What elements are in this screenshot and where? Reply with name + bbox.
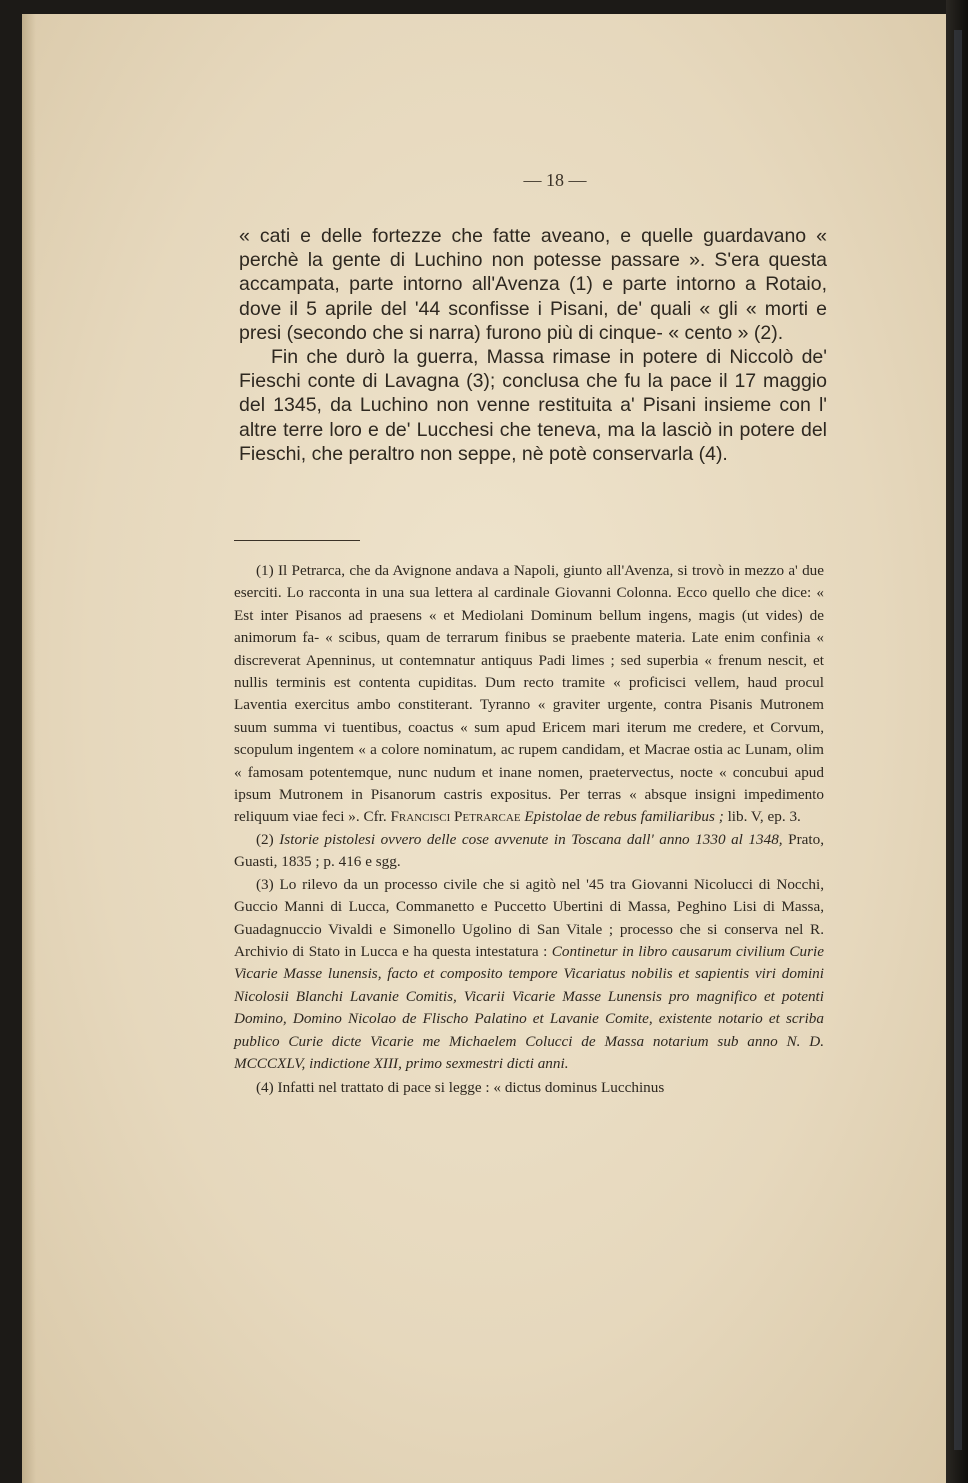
footnote-separator <box>234 540 360 541</box>
footnote-1-text: (1) Il Petrarca, che da Avignone andava a Napoli, giunto all'Avenza, si trovò in mezzo a' due eserciti. Lo racconta in una sua lettera al cardinale Giovanni Colonna. Ecco quello che dice: « Est inter Pisanos ad praesens « et Mediolani Dominum bellum ingens, magis (ut vides) de animorum fa- « scibus, quam de terrarum finibus se praebente materia. Late enim confinia « discreverat Apenninus, ut contemnatur antiquus Padi limes ; sed superbia « frenum nescit, et nullis terminis est contenta cupiditas. Dum recto tramite « proficisci vellem, haud procul Laventia exercitus ambo constiterant. Tyranno « graviter urgente, contra Pisanis Mutronem suum summa vi tuentibus, coactus « sum apud Ericem mari iterum me credere, et Corvum, scopulum ingentem « a colore nominatum, ac rupem candidam, et Macrae ostia ac Lunam, olim « famosam potentemque, nunc nudum et inane nomen, praetervectus, nocte « concubui apud ipsum Mutronem in Pisanorum castris expositus. Per terras « absque insigni impedimento reliquum viae feci ». Cfr. <box>234 562 824 826</box>
paragraph-2: Fin che durò la guerra, Massa rimase in potere di Niccolò de' Fieschi conte di Lavagna (3); conclusa che fu la pace il 17 maggio del 1345, da Luchino non venne restituita a' Pisani insieme con l' altre terre loro e de' Lucchesi che teneva, ma la lasciò in potere del Fieschi, che peraltro non seppe, nè potè conservarla (4). <box>239 346 827 465</box>
page-number: — 18 — <box>523 170 587 190</box>
footnote-1 <box>234 560 824 829</box>
footnote-3-text: (3) Lo rilevo da un processo civile che si agitò nel '45 tra Giovanni Nicolucci di Nocchi, Guccio Manni di Lucca, Commanetto e Puccetto Ubertini di Massa, Peghino Lisi di Massa, Guadagnuccio Vivaldi e Simonello Ugolino di San Vitale ; processo che si conserva nel R. Archivio di Stato in Lucca e ha questa intestatura : <box>234 875 824 960</box>
page-inner-edge <box>22 14 36 1483</box>
paragraph-1: « cati e delle fortezze che fatte aveano, e quelle guardavano « perchè la gente di Luchino non potesse passare ». S'era questa accampata, parte intorno all'Avenza (1) e parte intorno a Rotaio, dove il 5 aprile del '44 sconfisse i Pisani, de' quali « gli « morti e presi (secondo che si narra) furono più di cinque- « cento » (2). <box>239 225 827 344</box>
footnotes <box>234 560 824 1100</box>
footnote-3-quote: Continetur in libro causarum civilium Curie Vicarie Masse lunensis, facto et composito tempore Vicariatus nobilis et sapientis viri domini Nicolosii Blanchi Lavanie Comitis, Vicarii Vicarie Masse Lunensis pro magnifico et potenti Domino, Domino Nicolao de Flischo Palatino et Lavanie Comite, existente notario et scriba publico Curie dicte Vicarie me Michaelem Colucci de Massa notarium sub anno N. D. MCCCXLV, indictione XIII, primo sexmestri dicti anni. <box>234 942 825 1072</box>
spine-marker <box>954 30 962 1450</box>
footnote-1-author: Francisci Petrarcae <box>390 808 521 826</box>
footnote-2-number: (2) <box>256 830 274 848</box>
main-text <box>239 224 827 466</box>
footnote-2-ref: Prato, Guasti, 1835 ; p. 416 e sgg. <box>234 830 824 871</box>
book-spine <box>946 0 968 1483</box>
footnote-4: (4) Infatti nel trattato di pace si legge : « dictus dominus Lucchinus <box>256 1079 665 1097</box>
footnote-2 <box>234 829 824 874</box>
footnote-1-ref: lib. V, ep. 3. <box>727 808 801 826</box>
footnote-3 <box>234 874 824 1076</box>
footnote-2-title: Istorie pistolesi ovvero delle cose avvenute in Toscana dall' anno 1330 al 1348, <box>279 830 783 848</box>
footnote-1-work: Epistolae de rebus familiaribus ; <box>524 808 724 826</box>
